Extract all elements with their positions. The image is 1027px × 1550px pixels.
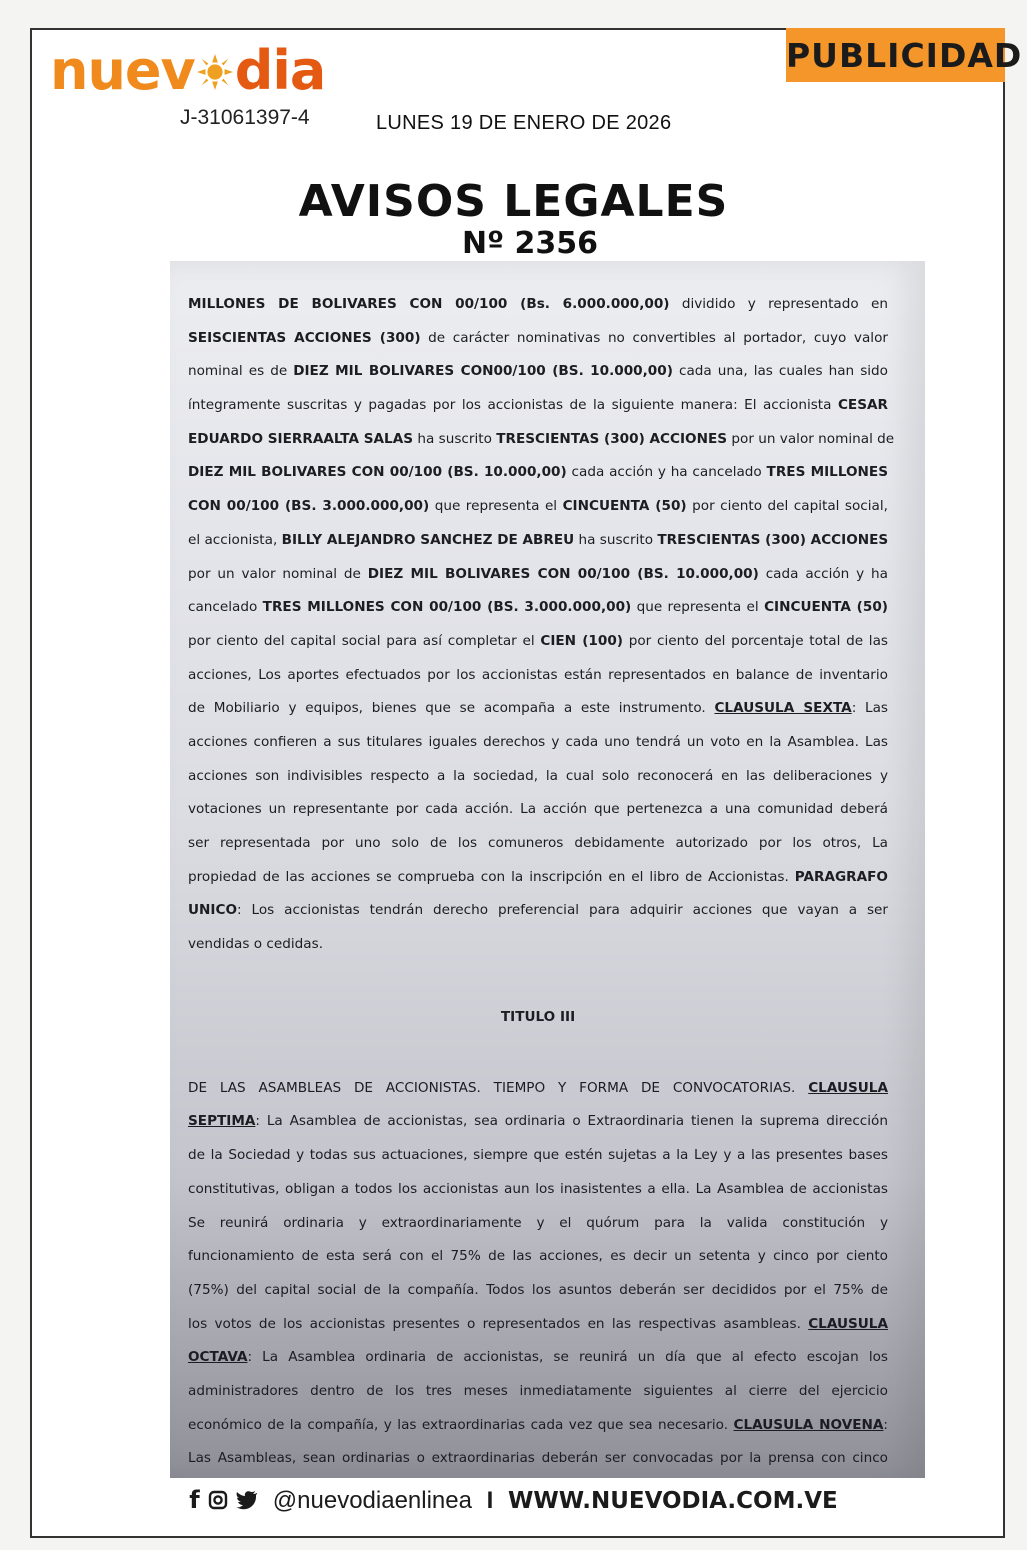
page-title: AVISOS LEGALES [298,176,729,227]
document-line: íntegramente suscritas y pagadas por los accionistas de la siguiente manera: El accionista CESAR [188,397,888,414]
document-line: acciones confieren a sus titulares iguales derechos y cada uno tendrá un voto en la Asamblea. Las [188,733,888,750]
document-line: Se reunirá ordinaria y extraordinariamente y el quórum para la valida constitución y [188,1214,888,1231]
logo-text-part1: nuev [50,39,195,102]
document-line: nominal es de DIEZ MIL BOLIVARES CON00/100 (BS. 10.000,00) cada una, las cuales han sido [188,363,888,380]
document-line: UNICO: Los accionistas tendrán derecho preferencial para adquirir acciones que vayan a ser [188,902,888,919]
document-line: ser representada por uno solo de los comuneros debidamente autorizado por los otros, La [188,835,888,851]
document-line: cancelado TRES MILLONES CON 00/100 (BS. 3.000.000,00) que representa el CINCUENTA (50) [188,599,888,616]
publicidad-badge: PUBLICIDAD [786,28,1005,82]
document-line: acciones, Los aportes efectuados por los accionistas están representados en balance de inventario [188,666,888,683]
document-line: DE LAS ASAMBLEAS DE ACCIONISTAS. TIEMPO Y FORMA DE CONVOCATORIAS. CLAUSULA [188,1079,888,1096]
document-line: Las Asambleas, sean ordinarias o extraordinarias deberán ser convocadas por la prensa con cinco [188,1450,888,1467]
section-heading: TITULO III [500,1008,576,1025]
document-line: vendidas o cedidas. [188,936,324,953]
document-line: (75%) del capital social de la compañía. Todos los asuntos deberán ser decididos por el 75% de [188,1281,888,1298]
document-line: MILLONES DE BOLIVARES CON 00/100 (Bs. 6.000.000,00) dividido y representado en [188,296,888,312]
footer-separator: I [486,1487,494,1514]
document-line: el accionista, BILLY ALEJANDRO SANCHEZ DE ABREU ha suscrito TRESCIENTAS (300) ACCIONES [188,531,889,548]
document-line: por un valor nominal de DIEZ MIL BOLIVARES CON 00/100 (BS. 10.000,00) cada acción y ha [188,565,888,582]
scanned-document [170,261,925,1478]
footer [0,1486,1027,1515]
twitter-icon[interactable] [236,1490,258,1510]
website-link[interactable]: WWW.NUEVODIA.COM.VE [507,1488,838,1514]
document-line: CON 00/100 (BS. 3.000.000,00) que representa el CINCUENTA (50) por ciento del capital social, [188,498,888,515]
social-handle[interactable]: @nuevodiaenlinea [272,1487,472,1514]
document-line: de Mobiliario y equipos, bienes que se acompaña a este instrumento. CLAUSULA SEXTA: Las [188,700,888,717]
edition-number: Nº 2356 [462,226,598,261]
document-line: acciones son indivisibles respecto a la sociedad, la cual solo reconocerá en las deliberaciones y [188,767,888,784]
document-line: SEPTIMA: La Asamblea de accionistas, sea ordinaria o Extraordinaria tienen la suprema dirección [188,1113,888,1130]
instagram-icon[interactable] [208,1490,228,1510]
document-line: votaciones un representante por cada acción. La acción que pertenezca a una comunidad deberá [188,801,888,818]
rif-number: J-31061397-4 [180,106,310,129]
document-text [188,288,895,1478]
facebook-icon[interactable]: f [189,1486,200,1514]
document-line: EDUARDO SIERRAALTA SALAS ha suscrito TRESCIENTAS (300) ACCIONES por un valor nominal de [188,430,895,447]
document-line: propiedad de las acciones se comprueba con la inscripción en el libro de Accionistas. PARAGRAFO [188,868,888,885]
publication-date: LUNES 19 DE ENERO DE 2026 [376,112,672,134]
document-line: de la Sociedad y todas sus actuaciones, siempre que estén sujetas a la Ley y a las presentes bases [188,1147,888,1164]
document-line: OCTAVA: La Asamblea ordinaria de accionistas, se reunirá un día que al efecto escojan los [188,1349,888,1366]
nuevodia-logo [50,39,326,102]
social-icons [189,1486,267,1514]
document-line: por ciento del capital social para así completar el CIEN (100) por ciento del porcentaje total de las [188,632,888,649]
document-line: económico de la compañía, y las extraordinarias cada vez que sea necesario. CLAUSULA NOVENA: [188,1416,889,1433]
document-line: DIEZ MIL BOLIVARES CON 00/100 (BS. 10.000,00) cada acción y ha cancelado TRES MILLONES [188,464,889,481]
sun-icon [196,53,234,91]
document-line: constitutivas, obligan a todos los accionistas aun los inasistentes a ella. La Asamblea de accionistas [188,1180,888,1197]
document-line: administradores dentro de los tres meses inmediatamente siguientes al cierre del ejercicio [188,1382,888,1399]
document-line: funcionamiento de esta será con el 75% de las acciones, es decir un setenta y cinco por ciento [188,1248,888,1265]
document-line [188,1476,888,1478]
document-line: los votos de los accionistas presentes o representados en las respectivas asambleas. CLAUSULA [188,1315,888,1332]
logo-text-part2: dia [234,39,326,102]
document-line: SEISCIENTAS ACCIONES (300) de carácter nominativas no convertibles al portador, cuyo valor [188,329,888,346]
